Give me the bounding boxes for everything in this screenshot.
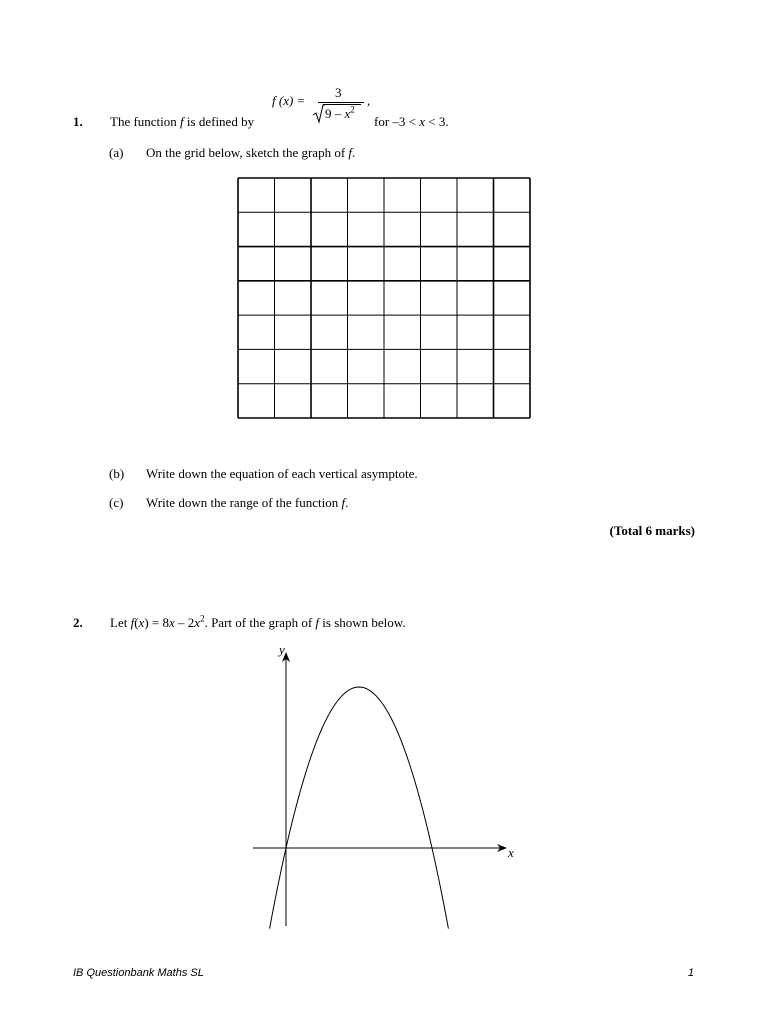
q1-part-a-text: On the grid below, sketch the graph of f.: [146, 145, 356, 160]
q1-total-marks: (Total 6 marks): [609, 523, 695, 538]
formula-comma: ,: [367, 93, 371, 108]
q1-part-a-label: (a): [109, 145, 124, 160]
q1-part-b-text: Write down the equation of each vertical asymptote.: [146, 466, 418, 481]
q1-intro-text: The function f is defined by: [110, 114, 255, 129]
q1-domain-text: for –3 < x < 3.: [374, 114, 449, 129]
parabola-graph: [245, 640, 525, 930]
formula-denominator: $9 - x^2$: [325, 104, 355, 121]
page-number: 1: [687, 967, 694, 979]
formula-numerator: 3: [335, 85, 342, 100]
y-axis-label: y: [279, 642, 285, 657]
question-number-2: 2.: [73, 615, 83, 630]
formula-lhs: f (x) =: [272, 93, 306, 108]
question-number-1: 1.: [73, 114, 83, 129]
sqrt-overbar: [323, 104, 361, 105]
q1-part-c-text: Write down the range of the function f.: [146, 495, 349, 510]
sqrt-sign-icon: [313, 104, 325, 124]
x-axis-label: x: [508, 845, 514, 860]
q2-statement: Let $f(x) = 8x - 2x^2$. Part of the graph of f is shown below.: [110, 613, 406, 630]
fraction-bar: [318, 102, 364, 103]
q1-part-c-label: (c): [109, 495, 124, 510]
blank-grid: [236, 176, 532, 420]
parabola-curve: [270, 687, 449, 929]
q1-part-b-label: (b): [109, 466, 125, 481]
footer-source: IB Questionbank Maths SL: [73, 967, 204, 979]
